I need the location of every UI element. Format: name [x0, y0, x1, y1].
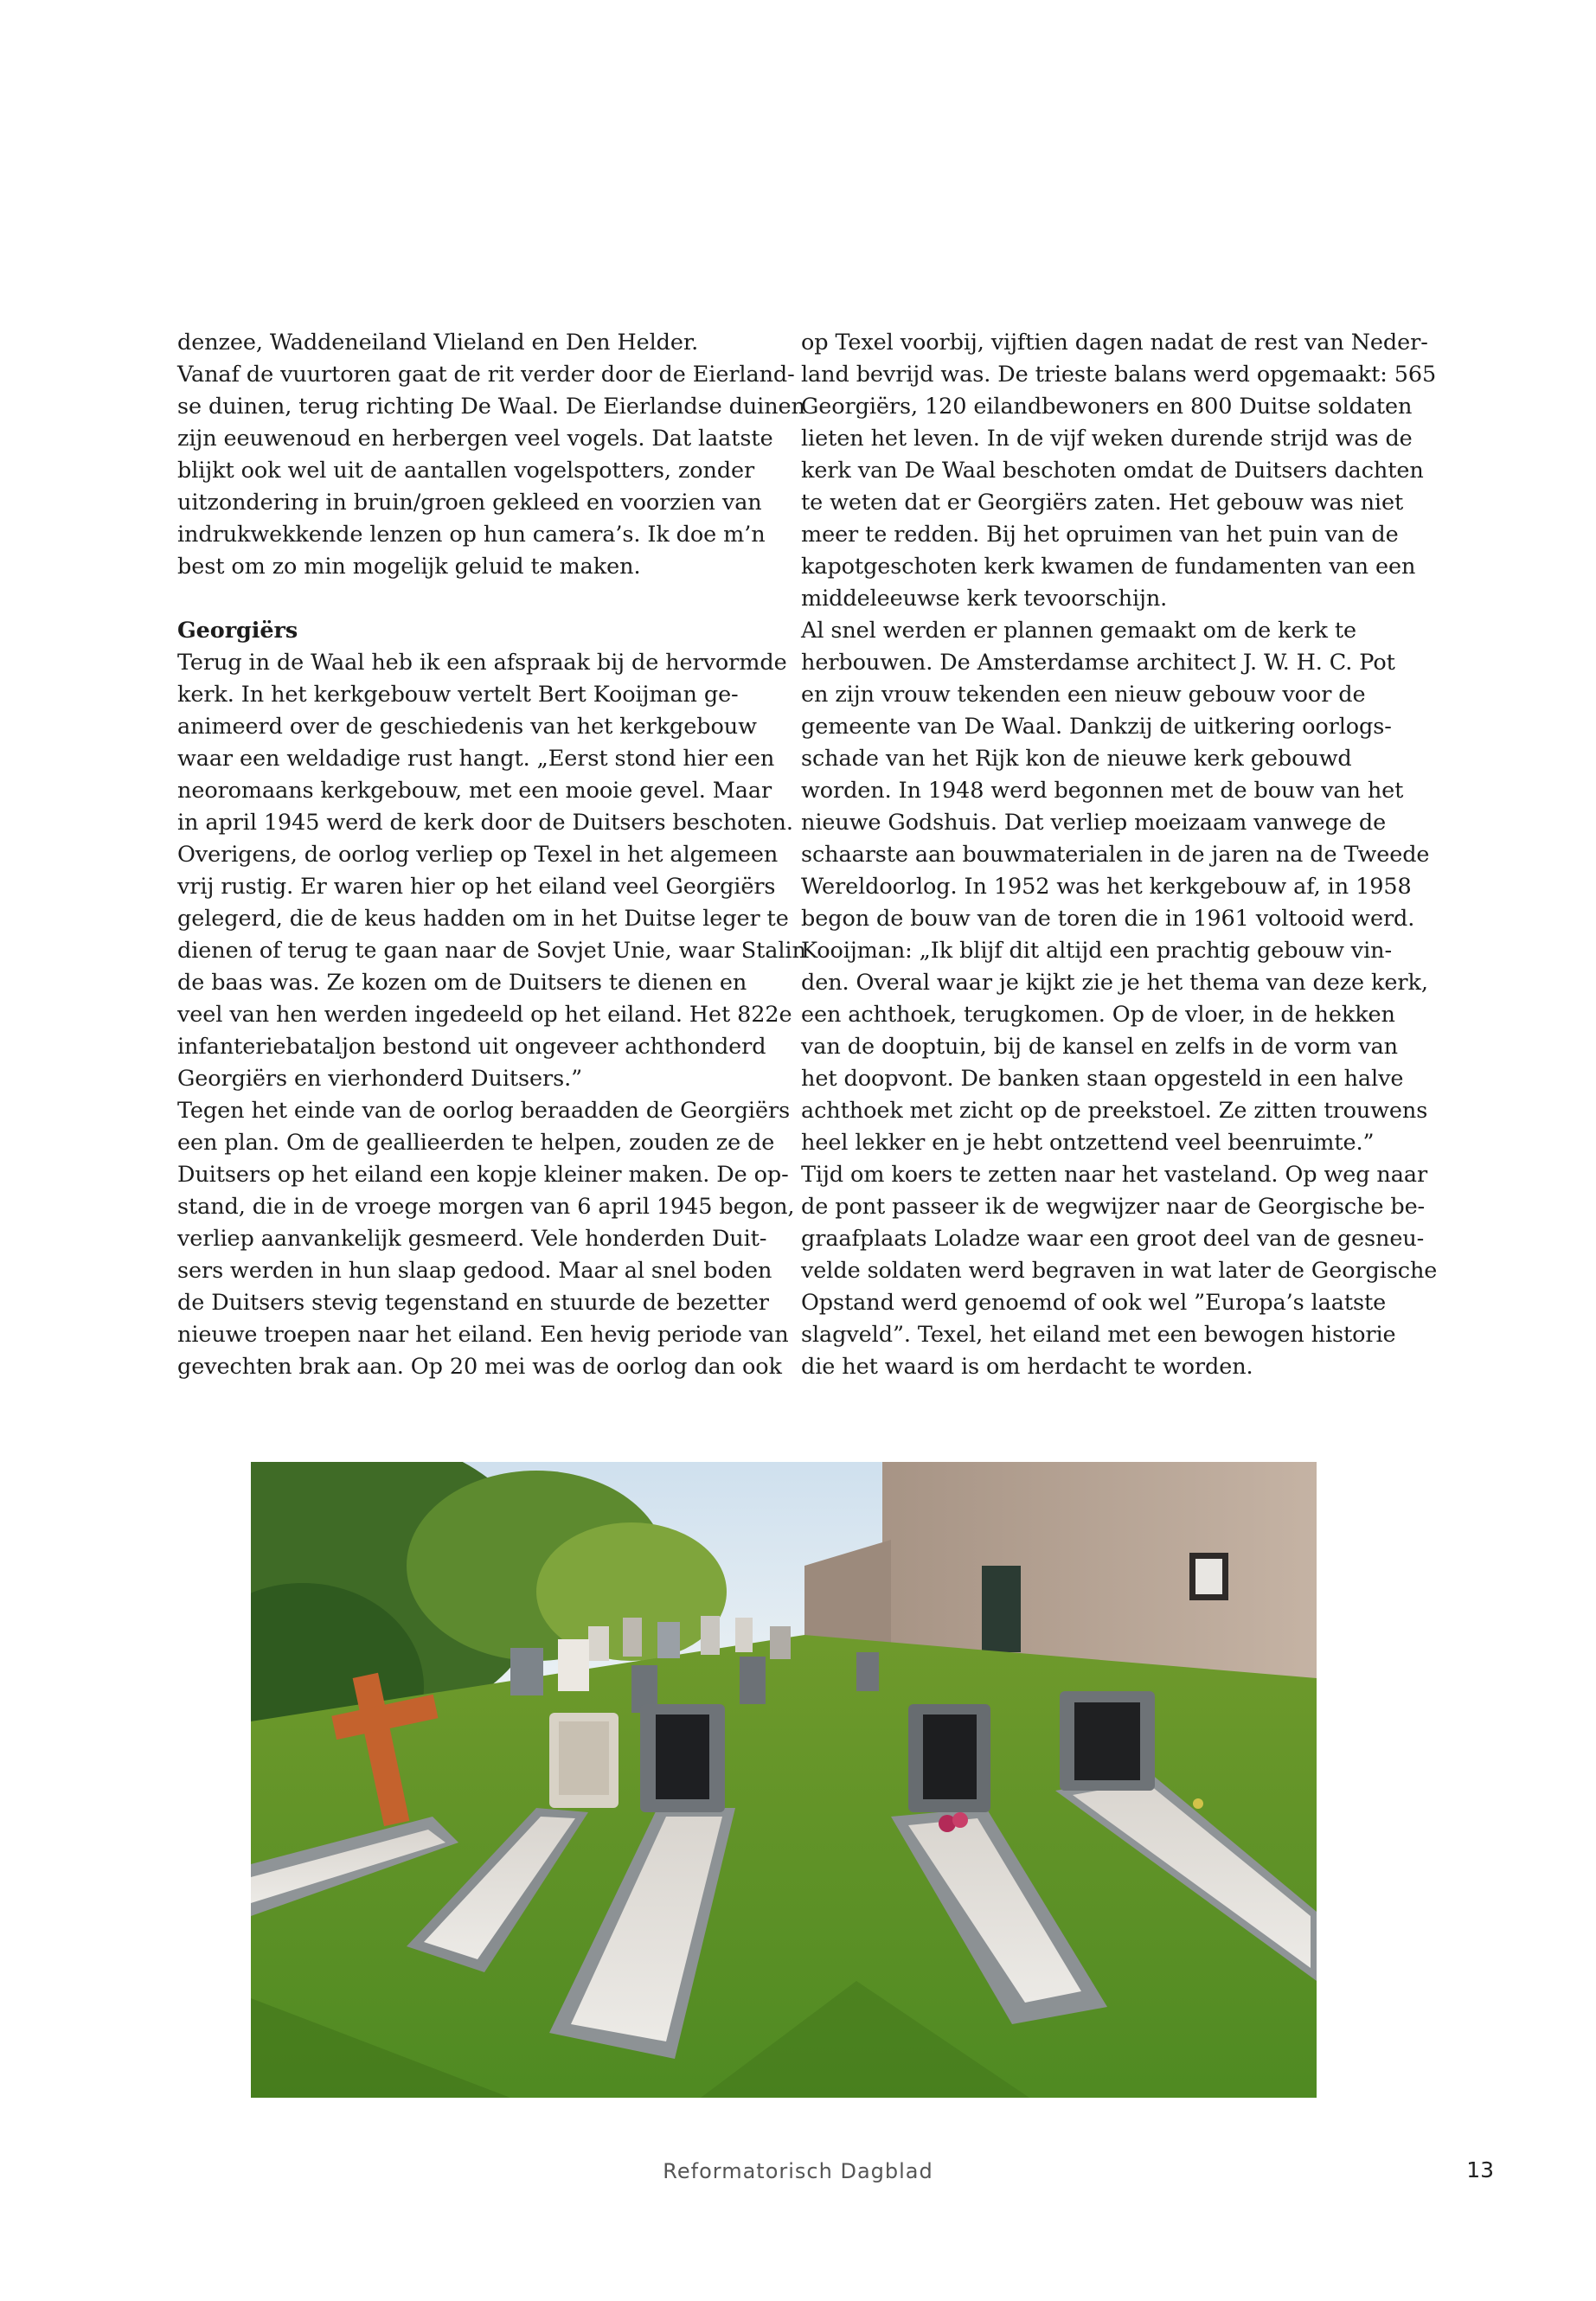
- text-line: dienen of terug te gaan naar de Sovjet Unie, waar Stalin: [177, 938, 806, 964]
- text-line: begon de bouw van de toren die in 1961 voltooid werd.: [801, 906, 1415, 932]
- text-line: te weten dat er Georgiërs zaten. Het gebouw was niet: [801, 490, 1404, 516]
- text-line: infanteriebataljon bestond uit ongeveer achthonderd: [177, 1034, 766, 1060]
- text-line: veel van hen werden ingedeeld op het eiland. Het 822e: [177, 1002, 792, 1028]
- text-line: schaarste aan bouwmaterialen in de jaren na de Tweede: [801, 842, 1430, 868]
- page-number: 13: [1466, 2157, 1494, 2182]
- text-line: een achthoek, terugkomen. Op de vloer, in de hekken: [801, 1002, 1395, 1028]
- text-line: en zijn vrouw tekenden een nieuw gebouw voor de: [801, 682, 1366, 708]
- text-line: sers werden in hun slaap gedood. Maar al snel boden: [177, 1258, 772, 1284]
- text-line: Duitsers op het eiland een kopje kleiner maken. De op-: [177, 1162, 789, 1188]
- text-line: Al snel werden er plannen gemaakt om de kerk te: [801, 618, 1357, 644]
- text-line: gelegerd, die de keus hadden om in het Duitse leger te: [177, 906, 789, 932]
- text-line: nieuwe Godshuis. Dat verliep moeizaam vanwege de: [801, 810, 1387, 836]
- text-line: heel lekker en je hebt ontzettend veel beenruimte.”: [801, 1130, 1375, 1156]
- text-line: velde soldaten werd begraven in wat later de Georgische: [801, 1258, 1438, 1284]
- article-right-column: [801, 327, 1438, 1383]
- text-line: graafplaats Loladze waar een groot deel van de gesneu-: [801, 1226, 1425, 1252]
- text-line: gemeente van De Waal. Dankzij de uitkering oorlogs-: [801, 714, 1392, 740]
- cemetery-photo: [251, 1462, 1317, 2098]
- text-line: die het waard is om herdacht te worden.: [801, 1354, 1253, 1380]
- text-line: achthoek met zicht op de preekstoel. Ze zitten trouwens: [801, 1098, 1428, 1124]
- publication-name: Reformatorisch Dagblad: [663, 2159, 933, 2183]
- text-line: Opstand werd genoemd of ook wel ”Europa’s laatste: [801, 1290, 1387, 1316]
- text-line: het doopvont. De banken staan opgesteld in een halve: [801, 1066, 1404, 1092]
- text-line: herbouwen. De Amsterdamse architect J. W. H. C. Pot: [801, 650, 1395, 676]
- text-line: land bevrijd was. De trieste balans werd opgemaakt: 565: [801, 362, 1437, 388]
- text-line: gevechten brak aan. Op 20 mei was de oorlog dan ook: [177, 1354, 782, 1380]
- text-line: Wereldoorlog. In 1952 was het kerkgebouw af, in 1958: [801, 874, 1412, 900]
- text-line: schade van het Rijk kon de nieuwe kerk gebouwd: [801, 746, 1352, 772]
- text-line: blijkt ook wel uit de aantallen vogelspotters, zonder: [177, 458, 755, 484]
- text-line: uitzondering in bruin/groen gekleed en voorzien van: [177, 490, 762, 516]
- text-line: Tijd om koers te zetten naar het vasteland. Op weg naar: [801, 1162, 1428, 1188]
- text-line: slagveld”. Texel, het eiland met een bewogen historie: [801, 1322, 1396, 1348]
- section-heading: Georgiërs: [177, 618, 298, 644]
- text-line: Vanaf de vuurtoren gaat de rit verder door de Eierland-: [177, 362, 795, 388]
- text-line: de pont passeer ik de wegwijzer naar de Georgische be-: [801, 1194, 1426, 1220]
- text-line: de baas was. Ze kozen om de Duitsers te dienen en: [177, 970, 747, 996]
- text-line: verliep aanvankelijk gesmeerd. Vele honderden Duit-: [177, 1226, 767, 1252]
- text-line: van de dooptuin, bij de kansel en zelfs in de vorm van: [801, 1034, 1398, 1060]
- text-line: Georgiërs en vierhonderd Duitsers.”: [177, 1066, 583, 1092]
- text-line: denzee, Waddeneiland Vlieland en Den Helder.: [177, 330, 699, 356]
- text-line: neoromaans kerkgebouw, met een mooie gevel. Maar: [177, 778, 772, 804]
- text-line: middeleeuwse kerk tevoorschijn.: [801, 586, 1168, 612]
- paragraph-georgiers: [177, 647, 806, 1383]
- text-line: stand, die in de vroege morgen van 6 april 1945 begon,: [177, 1194, 795, 1220]
- text-line: waar een weldadige rust hangt. „Eerst stond hier een: [177, 746, 775, 772]
- text-line: Overigens, de oorlog verliep op Texel in het algemeen: [177, 842, 779, 868]
- text-line: kerk. In het kerkgebouw vertelt Bert Kooijman ge-: [177, 682, 739, 708]
- text-line: den. Overal waar je kijkt zie je het thema van deze kerk,: [801, 970, 1428, 996]
- text-line: Terug in de Waal heb ik een afspraak bij de hervormde: [177, 650, 787, 676]
- paragraph-intro: [177, 327, 805, 583]
- text-line: een plan. Om de geallieerden te helpen, zouden ze de: [177, 1130, 775, 1156]
- text-line: meer te redden. Bij het opruimen van het puin van de: [801, 522, 1399, 548]
- text-line: Georgiërs, 120 eilandbewoners en 800 Duitse soldaten: [801, 394, 1413, 420]
- paragraph-gap: [177, 583, 774, 615]
- text-line: Kooijman: „Ik blijf dit altijd een prachtig gebouw vin-: [801, 938, 1393, 964]
- text-line: animeerd over de geschiedenis van het kerkgebouw: [177, 714, 757, 740]
- text-line: in april 1945 werd de kerk door de Duitsers beschoten.: [177, 810, 793, 836]
- text-line: Tegen het einde van de oorlog beraadden de Georgiërs: [177, 1098, 791, 1124]
- text-line: worden. In 1948 werd begonnen met de bouw van het: [801, 778, 1404, 804]
- text-line: best om zo min mogelijk geluid te maken.: [177, 554, 641, 580]
- text-line: de Duitsers stevig tegenstand en stuurde de bezetter: [177, 1290, 769, 1316]
- text-line: kapotgeschoten kerk kwamen de fundamenten van een: [801, 554, 1416, 580]
- paragraph-continued: [801, 327, 1438, 1383]
- text-line: indrukwekkende lenzen op hun camera’s. Ik doe m’n: [177, 522, 766, 548]
- text-line: kerk van De Waal beschoten omdat de Duitsers dachten: [801, 458, 1424, 484]
- text-line: op Texel voorbij, vijftien dagen nadat de rest van Neder-: [801, 330, 1428, 356]
- article-left-column: [177, 327, 806, 1383]
- text-line: lieten het leven. In de vijf weken durende strijd was de: [801, 426, 1413, 452]
- text-line: zijn eeuwenoud en herbergen veel vogels. Dat laatste: [177, 426, 773, 452]
- text-line: nieuwe troepen naar het eiland. Een hevig periode van: [177, 1322, 789, 1348]
- text-line: se duinen, terug richting De Waal. De Eierlandse duinen: [177, 394, 805, 420]
- text-line: vrij rustig. Er waren hier op het eiland veel Georgiërs: [177, 874, 776, 900]
